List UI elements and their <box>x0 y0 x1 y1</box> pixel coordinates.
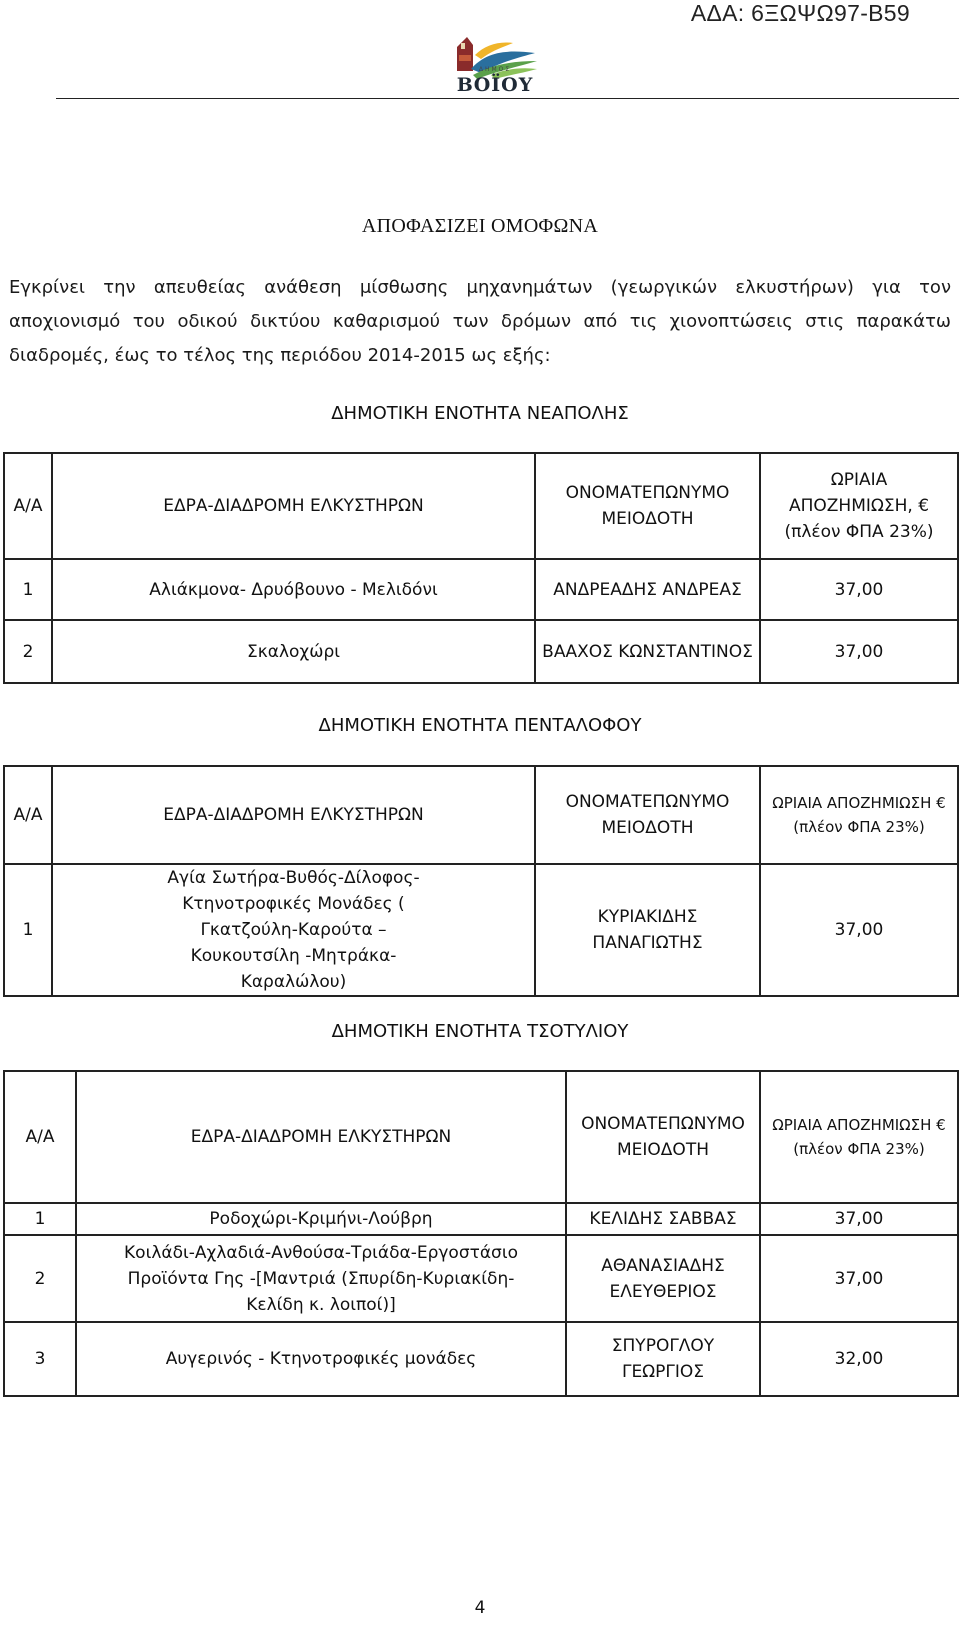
header-aa: Α/Α <box>4 1071 76 1203</box>
paragraph-line: Εγκρίνει την απευθείας ανάθεση μίσθωσης μηχανημάτων (γεωργικών ελκυστήρων) για τον <box>9 277 951 298</box>
header-rate: ΩΡΙΑΙΑ ΑΠΟΖΗΜΙΩΣΗ € (πλέον ΦΠΑ 23%) <box>760 766 958 864</box>
header-aa: Α/Α <box>4 766 52 864</box>
header-rate: ΩΡΙΑΙΑ ΑΠΟΖΗΜΙΩΣΗ, €(πλέον ΦΠΑ 23%) <box>760 453 958 559</box>
paragraph-line: διαδρομές, έως το τέλος της περιόδου 2014-2015 ως εξής: <box>9 345 551 366</box>
logo-caption: ΔΗΜΟΣ <box>478 66 512 73</box>
cell-rate: 37,00 <box>760 1203 958 1235</box>
table-header-row <box>4 766 958 864</box>
cell-bidder: ΚΥΡΙΑΚΙΔΗΣ ΠΑΝΑΓΙΩΤΗΣ <box>535 864 760 996</box>
cell-aa: 1 <box>4 864 52 996</box>
table-row <box>4 1322 958 1396</box>
table-row <box>4 864 958 996</box>
header-aa: Α/Α <box>4 453 52 559</box>
table-neapolis <box>3 452 959 684</box>
table-row <box>4 1203 958 1235</box>
table-row <box>4 620 958 683</box>
logo-wordmark: ΒΟΪΟΥ <box>456 74 534 96</box>
cell-bidder: ΒΑΑΧΟΣ ΚΩΝΣΤΑΝΤΙΝΟΣ <box>535 620 760 683</box>
header-route: ΕΔΡΑ-ΔΙΑΔΡΟΜΗ ΕΛΚΥΣΤΗΡΩΝ <box>52 453 535 559</box>
cell-bidder: ΚΕΛΙΔΗΣ ΣΑΒΒΑΣ <box>566 1203 760 1235</box>
table-pentalofos <box>3 765 959 997</box>
cell-aa: 1 <box>4 559 52 620</box>
header-bidder: ΟΝΟΜΑΤΕΠΩΝΥΜΟ ΜΕΙΟΔΟΤΗ <box>535 766 760 864</box>
header-divider <box>56 98 959 99</box>
cell-rate: 37,00 <box>760 864 958 996</box>
cell-route: Αυγερινός - Κτηνοτροφικές μονάδες <box>76 1322 566 1396</box>
cell-route: Κοιλάδι-Αχλαδιά-Ανθούσα-Τριάδα-Εργοστάσιο Προϊόντα Γης -[Μαντριά (Σπυρίδη-Κυριακίδη-Κελίδη κ. λοιποί)] <box>76 1235 566 1322</box>
table-tsotyli <box>3 1070 959 1397</box>
table-header-row <box>4 453 958 559</box>
cell-aa: 2 <box>4 620 52 683</box>
intro-paragraph <box>9 271 951 373</box>
cell-route: Αγία Σωτήρα-Βυθός-Δίλοφος-Κτηνοτροφικές Μονάδες ( Γκατζούλη-Καρούτα – Κουκουτσίλη -Μητράκα-Καραλώλου) <box>52 864 535 996</box>
cell-aa: 3 <box>4 1322 76 1396</box>
cell-route: Σκαλοχώρι <box>52 620 535 683</box>
paragraph-line: αποχιονισμό του οδικού δικτύου καθαρισμού των δρόμων από τις χιονοπτώσεις στις παρακάτω <box>9 311 951 332</box>
cell-route: Ροδοχώρι-Κριμήνι-Λούβρη <box>76 1203 566 1235</box>
table-header-row <box>4 1071 958 1203</box>
header-bidder: ΟΝΟΜΑΤΕΠΩΝΥΜΟ ΜΕΙΟΔΟΤΗ <box>566 1071 760 1203</box>
table-row <box>4 559 958 620</box>
cell-bidder: ΑΘΑΝΑΣΙΑΔΗΣ ΕΛΕΥΘΕΡΙΟΣ <box>566 1235 760 1322</box>
section-title-pentalofos: ΔΗΜΟΤΙΚΗ ΕΝΟΤΗΤΑ ΠΕΝΤΑΛΟΦΟΥ <box>318 715 642 736</box>
section-title-neapolis: ΔΗΜΟΤΙΚΗ ΕΝΟΤΗΤΑ ΝΕΑΠΟΛΗΣ <box>331 403 629 424</box>
header-route: ΕΔΡΑ-ΔΙΑΔΡΟΜΗ ΕΛΚΥΣΤΗΡΩΝ <box>52 766 535 864</box>
table-row <box>4 1235 958 1322</box>
cell-rate: 37,00 <box>760 1235 958 1322</box>
cell-route: Αλιάκμονα- Δρυόβουνο - Μελιδόνι <box>52 559 535 620</box>
ada-code: ΑΔΑ: 6ΞΩΨΩ97-Β59 <box>690 0 910 26</box>
header-route: ΕΔΡΑ-ΔΙΑΔΡΟΜΗ ΕΛΚΥΣΤΗΡΩΝ <box>76 1071 566 1203</box>
section-title-tsotyli: ΔΗΜΟΤΙΚΗ ΕΝΟΤΗΤΑ ΤΣΟΤΥΛΙΟΥ <box>331 1021 629 1042</box>
cell-rate: 37,00 <box>760 620 958 683</box>
cell-rate: 37,00 <box>760 559 958 620</box>
cell-aa: 1 <box>4 1203 76 1235</box>
cell-aa: 2 <box>4 1235 76 1322</box>
page-number: 4 <box>474 1598 486 1618</box>
header-bidder: ΟΝΟΜΑΤΕΠΩΝΥΜΟ ΜΕΙΟΔΟΤΗ <box>535 453 760 559</box>
decision-heading: ΑΠΟΦΑΣΙΖΕΙ ΟΜΟΦΩΝΑ <box>361 215 599 237</box>
cell-bidder: ΑΝΔΡΕΑΔΗΣ ΑΝΔΡΕΑΣ <box>535 559 760 620</box>
cell-rate: 32,00 <box>760 1322 958 1396</box>
header-rate: ΩΡΙΑΙΑ ΑΠΟΖΗΜΙΩΣΗ € (πλέον ΦΠΑ 23%) <box>760 1071 958 1203</box>
cell-bidder: ΣΠΥΡΟΓΛΟΥ ΓΕΩΡΓΙΟΣ <box>566 1322 760 1396</box>
